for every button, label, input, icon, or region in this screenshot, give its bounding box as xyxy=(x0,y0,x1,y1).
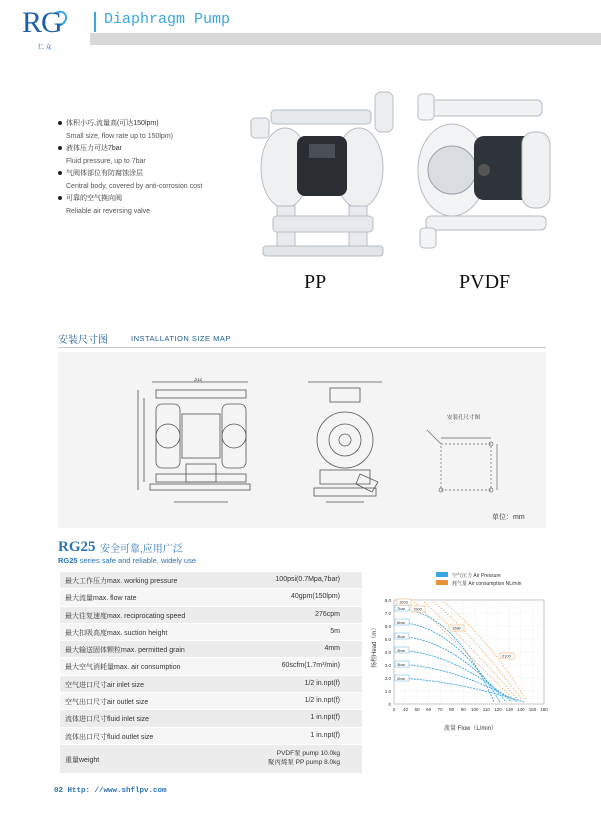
pressure-label: 6bar xyxy=(397,619,406,625)
x-axis-label: 流量 Flow（L/min） xyxy=(444,726,498,732)
y-tick-label: 4.0 xyxy=(384,650,391,655)
x-tick-label: 160 xyxy=(540,707,548,712)
mount-hole-drawing xyxy=(425,428,505,498)
pp-label: PP xyxy=(304,271,327,293)
spec-row: 最大流量max. flow rate 40gpm(150lpm) xyxy=(60,589,362,606)
curve-chart xyxy=(366,568,556,738)
y-tick-label: 7.0 xyxy=(384,611,391,616)
air-label: 1500 xyxy=(413,606,422,612)
x-tick-label: 110 xyxy=(482,707,490,712)
install-rule xyxy=(58,347,546,348)
x-tick-label: 50 xyxy=(414,707,420,712)
title-accent-bar xyxy=(94,12,96,32)
y-tick-label: 2.0 xyxy=(384,676,391,681)
spec-table xyxy=(60,572,362,774)
x-tick-label: 40 xyxy=(403,707,409,712)
feature-item: 体积小巧,流量高(可达150lpm) Small size, flow rate up to 150lpm) xyxy=(58,118,258,143)
logo-subtext: 仁 众 xyxy=(38,45,52,51)
legend-swatch-blue xyxy=(436,572,448,577)
legend-air-pressure: 空气压力 Air Pressure xyxy=(452,573,501,579)
y-tick-label: 1.0 xyxy=(384,689,391,694)
spec-row: 最大空气消耗量max. air consumption 60scfm(1.7m³/min) xyxy=(60,658,362,675)
header-bar xyxy=(90,33,601,45)
legend-air-consumption: 耗气量 Air consumption NL/min xyxy=(452,581,522,587)
x-tick-label: 100 xyxy=(471,707,479,712)
pvdf-label: PVDF xyxy=(459,271,511,293)
page-title: Diaphragm Pump xyxy=(104,11,231,28)
x-tick-label: 0 xyxy=(392,707,396,712)
y-tick-label: 5.0 xyxy=(384,637,391,642)
spec-row: 流体进口尺寸fluid inlet size 1 in.npt(f) xyxy=(60,710,362,727)
pp-pump-image xyxy=(243,88,403,263)
unit-label: 单位：mm xyxy=(492,514,525,521)
svg-text:312: 312 xyxy=(194,378,203,383)
spec-row: 空气进口尺寸air inlet size 1/2 in.npt(f) xyxy=(60,676,362,693)
feature-item: 液体压力可达7bar Fluid pressure, up to 7bar xyxy=(58,143,258,168)
air-label: 2100 xyxy=(502,653,511,659)
side-view-drawing xyxy=(300,378,390,508)
weight-row: 重量weight PVDF泵 pump 10.0kg 聚丙烯泵 PP pump 8.0kg xyxy=(60,745,362,774)
x-tick-label: 140 xyxy=(517,707,525,712)
y-tick-label: 8.0 xyxy=(384,598,391,603)
spec-row: 最大工作压力max. working pressure 100psi(0.7Mpa,7bar) xyxy=(60,572,362,589)
pressure-label: 4bar xyxy=(397,647,406,653)
spec-row: 空气出口尺寸air outlet size 1/2 in.npt(f) xyxy=(60,693,362,710)
spec-row: 流体出口尺寸fluid outlet size 1 in.npt(f) xyxy=(60,728,362,745)
pressure-label: 7bar xyxy=(397,605,406,611)
install-title-cn: 安装尺寸图 xyxy=(58,335,108,346)
model-name: RG25 xyxy=(58,539,96,555)
slogan-cn: 安全可靠,应用广泛 xyxy=(100,544,183,555)
y-tick-label: 3.0 xyxy=(384,663,391,668)
feature-item: 可靠的空气换向阀 Reliable air reversing valve xyxy=(58,193,258,218)
y-tick-label: 6.0 xyxy=(384,624,391,629)
x-tick-label: 130 xyxy=(505,707,514,712)
spec-row: 最大输送固体颗粒max. permitted grain 4mm xyxy=(60,641,362,658)
footer-url: 02 Http: //www.shflpv.com xyxy=(54,787,167,795)
x-tick-label: 90 xyxy=(460,707,466,712)
legend-swatch-orange xyxy=(436,580,448,585)
slogan-en: RG25 series safe and reliable, widely use xyxy=(58,556,196,565)
feature-list xyxy=(58,118,258,218)
x-tick-label: 70 xyxy=(437,707,443,712)
pressure-label: 2bar xyxy=(397,675,406,681)
logo-text: RG xyxy=(22,6,62,39)
x-tick-label: 120 xyxy=(494,707,502,712)
mount-hole-label: 安装孔尺寸图 xyxy=(447,415,481,421)
pressure-label: 5bar xyxy=(397,633,406,639)
pressure-label: 3bar xyxy=(397,661,406,667)
pvdf-pump-image xyxy=(412,92,562,252)
spec-row: 最大往复速度max. reciprocating speed 276cpm xyxy=(60,607,362,624)
feature-item: 气阀体部位有防腐蚀涂层 Central body, covered by anti-corrosion cost xyxy=(58,168,258,193)
y-axis-label: 扬程Head（m） xyxy=(372,624,378,668)
x-tick-label: 60 xyxy=(426,707,432,712)
front-view-drawing xyxy=(130,378,270,508)
x-tick-label: 80 xyxy=(449,707,455,712)
air-top-label: 1503 xyxy=(399,599,408,605)
spec-row: 最大扣吸高度max. suction height 5m xyxy=(60,624,362,641)
air-label: 1680 xyxy=(452,625,461,631)
y-tick-label: 0 xyxy=(388,702,391,707)
x-tick-label: 150 xyxy=(528,707,537,712)
install-title-en: INSTALLATION SIZE MAP xyxy=(131,334,231,343)
